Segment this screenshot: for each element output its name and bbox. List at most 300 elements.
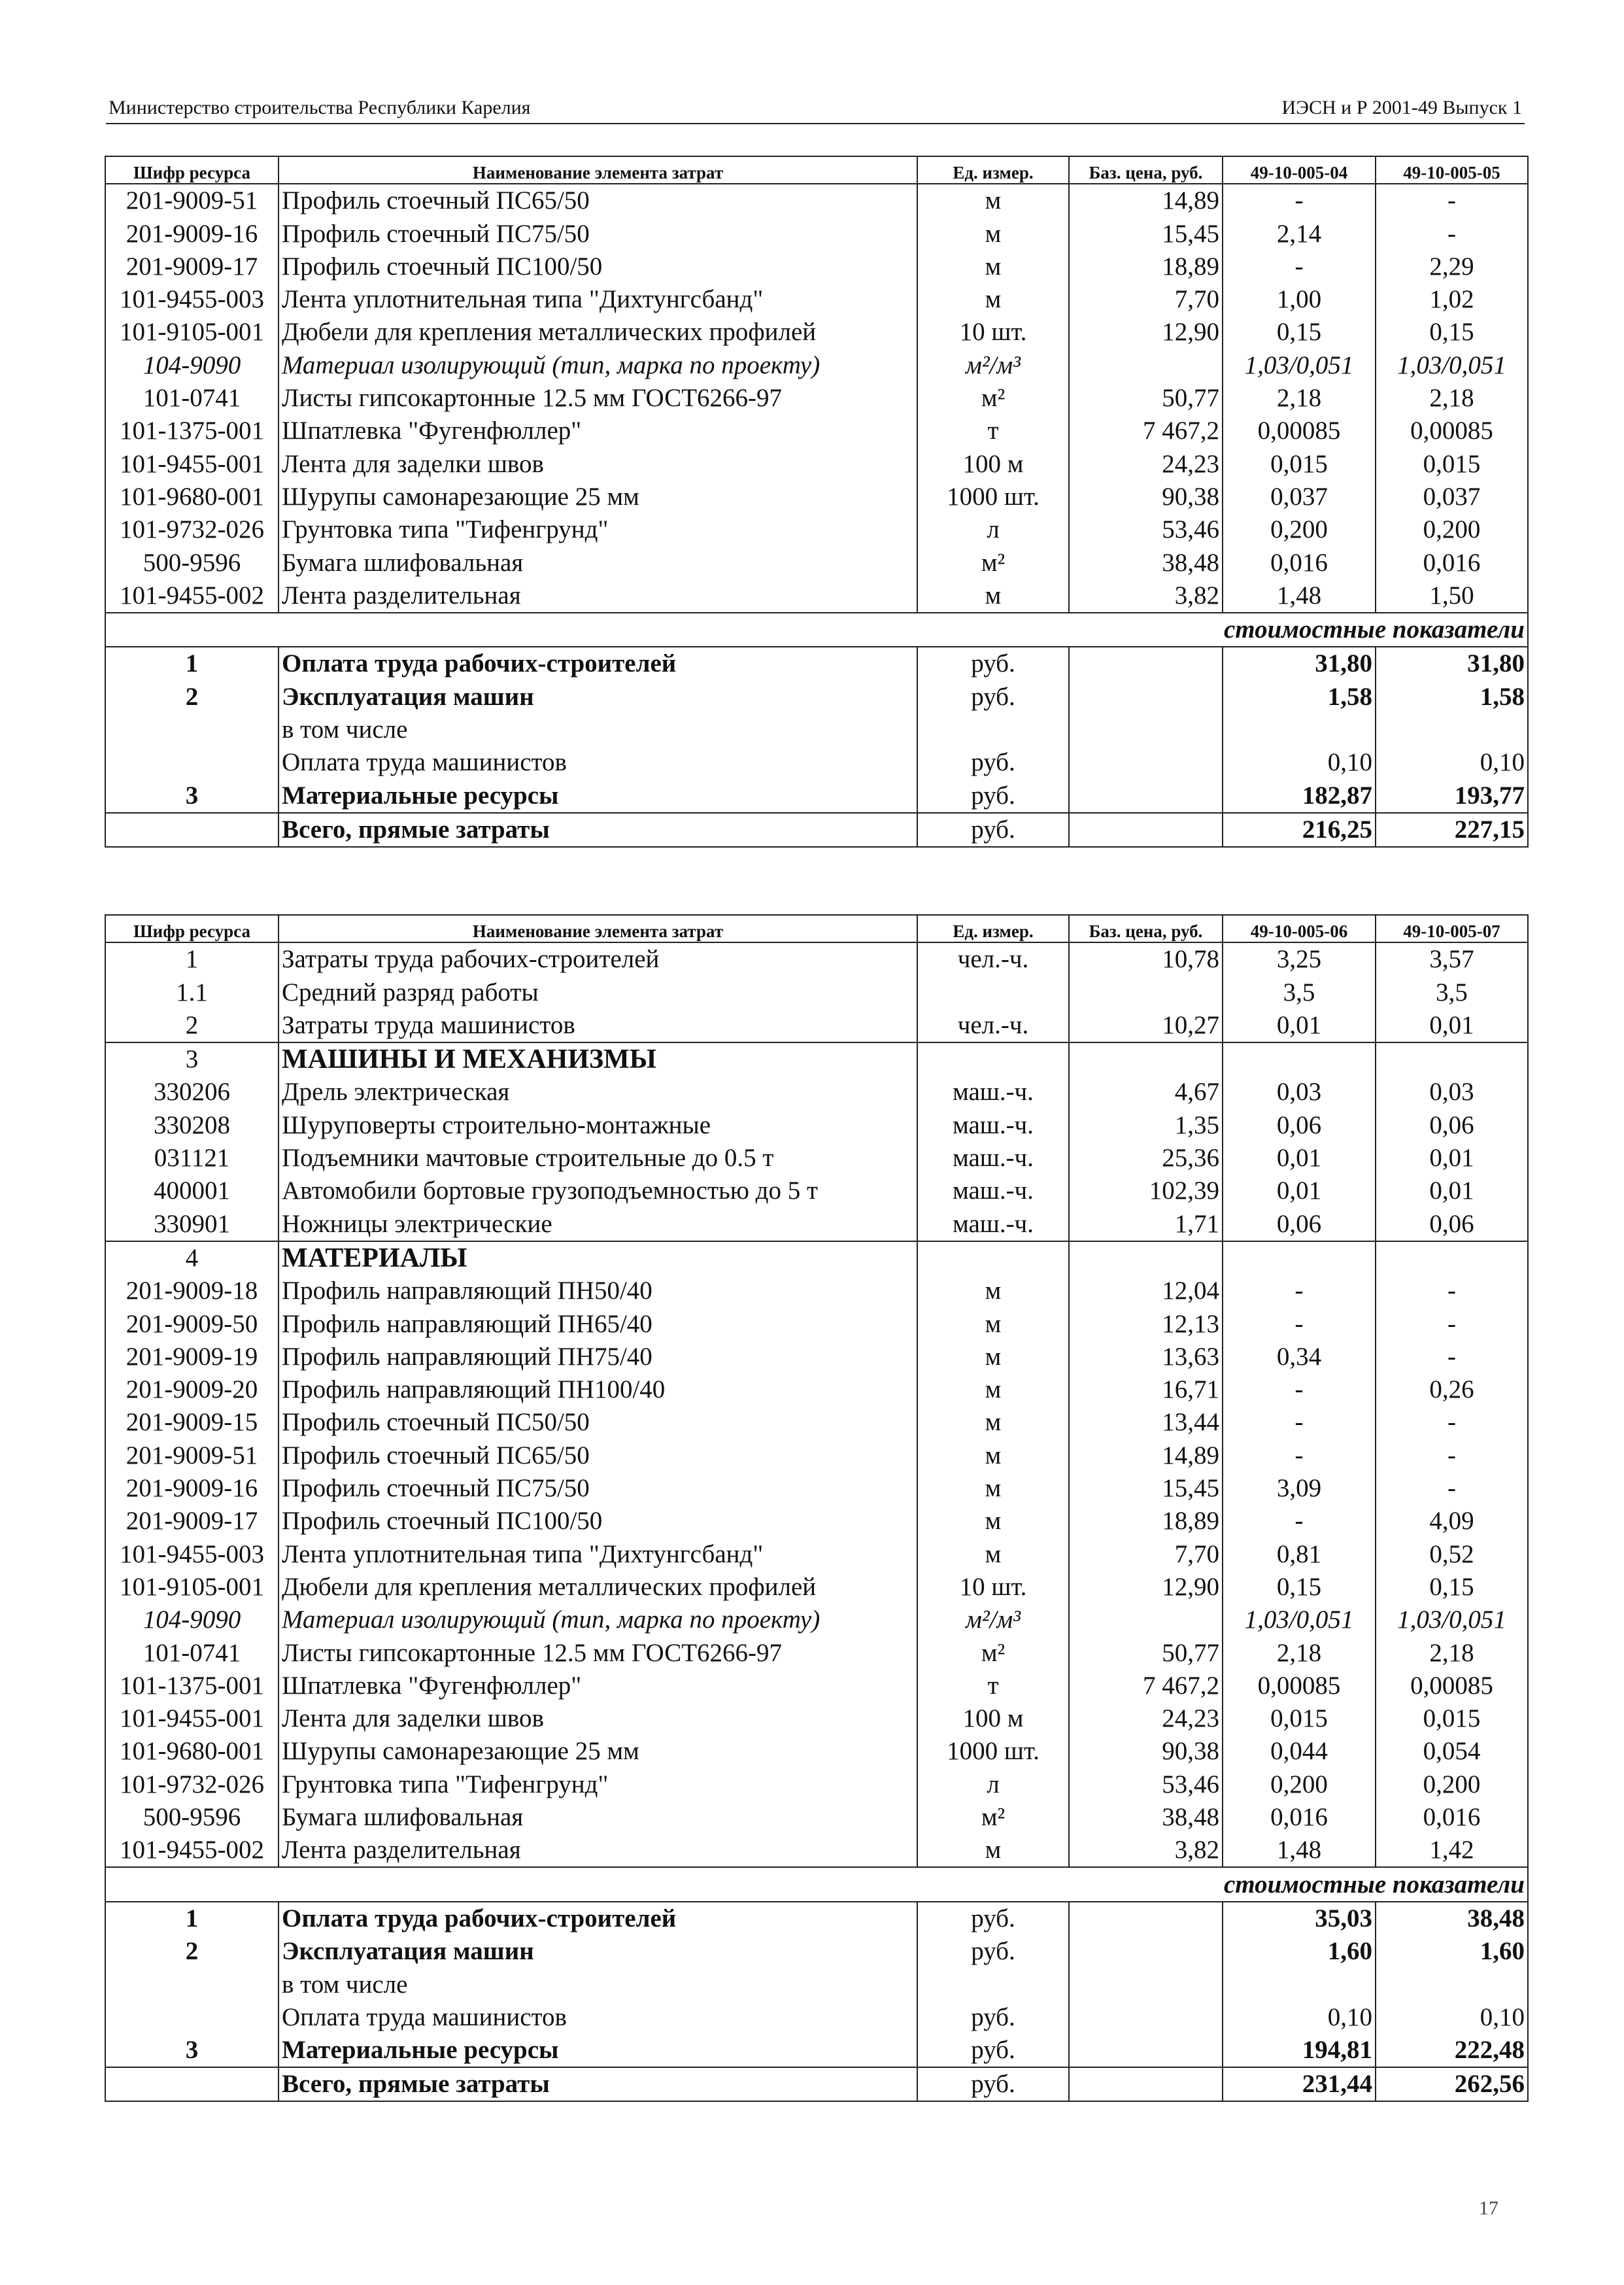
cell-unit: чел.-ч. <box>917 942 1069 976</box>
cell-base-price: 7,70 <box>1069 1538 1223 1570</box>
cell-norm-b: 0,01 <box>1376 1142 1528 1175</box>
cell-norm-a: 0,34 <box>1223 1341 1376 1373</box>
cell-norm-b: 0,26 <box>1376 1373 1528 1406</box>
cell-norm-b: 0,03 <box>1376 1076 1528 1108</box>
cell-code: 330208 <box>105 1108 279 1141</box>
cell-code: 101-1375-001 <box>105 1670 279 1702</box>
table-row <box>105 1702 1528 1735</box>
cell-base-price <box>1069 2034 1223 2067</box>
cell-code: 2 <box>105 1935 279 1968</box>
table-row <box>105 942 1528 976</box>
cell-name: Материальные ресурсы <box>279 779 917 812</box>
table-row <box>105 1670 1528 1702</box>
cell-norm-a: 0,00085 <box>1223 415 1376 447</box>
table-row <box>105 184 1528 217</box>
cell-norm-a: - <box>1223 1373 1376 1406</box>
cell-code: 101-9105-001 <box>105 1571 279 1604</box>
cell-name: в том числе <box>279 1968 917 2001</box>
cell-norm-b: 4,09 <box>1376 1505 1528 1538</box>
cell-base-price <box>1069 1935 1223 1968</box>
cell-code: 101-9680-001 <box>105 1735 279 1768</box>
table-row <box>105 1472 1528 1505</box>
cell-base-price: 53,46 <box>1069 513 1223 546</box>
cell-unit: м <box>917 1472 1069 1505</box>
cell-norm-a: 0,10 <box>1223 2001 1376 2034</box>
cell-name: Дюбели для крепления металлических профилей <box>279 316 917 349</box>
cell-norm-b <box>1376 713 1528 746</box>
cell-norm-a: 31,80 <box>1223 647 1376 680</box>
cell-norm-b: - <box>1376 1275 1528 1307</box>
cell-code: 3 <box>105 779 279 812</box>
cell-unit: м <box>917 1373 1069 1406</box>
cell-code <box>105 1968 279 2001</box>
cell-name: Материал изолирующий (тип, марка по проекту) <box>279 1604 917 1636</box>
column-header-base-price: Баз. цена, руб. <box>1069 915 1223 942</box>
cell-norm-a <box>1223 713 1376 746</box>
cell-name: Грунтовка типа "Тифенгрунд" <box>279 1768 917 1800</box>
cell-base-price <box>1069 713 1223 746</box>
cell-base-price <box>1069 1968 1223 2001</box>
cell-unit: т <box>917 415 1069 447</box>
cell-unit: м <box>917 184 1069 217</box>
cell-norm-a: 0,016 <box>1223 546 1376 579</box>
cell-code: 101-9455-002 <box>105 1834 279 1867</box>
cell-code: 101-9455-001 <box>105 447 279 480</box>
table-row <box>105 1571 1528 1604</box>
cell-base-price <box>1069 2001 1223 2034</box>
cell-name: Лента разделительная <box>279 1834 917 1867</box>
cell-base-price <box>1069 680 1223 713</box>
cell-norm-a: 0,01 <box>1223 1142 1376 1175</box>
cell-base-price <box>1069 1042 1223 1076</box>
cell-norm-b: 3,57 <box>1376 942 1528 976</box>
cell-norm-b: 1,58 <box>1376 680 1528 713</box>
cell-code: 1 <box>105 1902 279 1935</box>
cell-base-price: 12,90 <box>1069 1571 1223 1604</box>
cell-unit: м <box>917 283 1069 316</box>
cell-unit: руб. <box>917 813 1069 847</box>
cell-unit: м² <box>917 382 1069 415</box>
cell-code: 201-9009-51 <box>105 184 279 217</box>
cell-norm-a: 0,15 <box>1223 1571 1376 1604</box>
cell-code: 1 <box>105 942 279 976</box>
cell-norm-b: 0,015 <box>1376 1702 1528 1735</box>
cell-unit: руб. <box>917 1902 1069 1935</box>
cost-row <box>105 2001 1528 2034</box>
cell-unit: м <box>917 579 1069 613</box>
cell-name: Эксплуатация машин <box>279 1935 917 1968</box>
cell-name: Оплата труда рабочих-строителей <box>279 647 917 680</box>
cell-code: 104-9090 <box>105 349 279 381</box>
cell-name: Лента разделительная <box>279 579 917 613</box>
cell-unit: руб. <box>917 2001 1069 2034</box>
cell-norm-a: - <box>1223 250 1376 283</box>
cost-row <box>105 1968 1528 2001</box>
page-header <box>106 90 1525 124</box>
cell-base-price <box>1069 1902 1223 1935</box>
cell-norm-b: 1,02 <box>1376 283 1528 316</box>
cell-unit: 1000 шт. <box>917 1735 1069 1768</box>
cell-unit: м <box>917 1307 1069 1340</box>
cell-norm-b: - <box>1376 1341 1528 1373</box>
cell-norm-a: 0,06 <box>1223 1207 1376 1241</box>
cell-unit: 100 м <box>917 447 1069 480</box>
table-row <box>105 1207 1528 1241</box>
cell-norm-a: 216,25 <box>1223 813 1376 847</box>
cell-name: МАТЕРИАЛЫ <box>279 1241 917 1275</box>
cell-code: 101-9455-002 <box>105 579 279 613</box>
cell-norm-b: 0,06 <box>1376 1108 1528 1141</box>
cell-norm-b: 0,10 <box>1376 746 1528 779</box>
cell-code <box>105 2067 279 2101</box>
cell-norm-b: 1,03/0,051 <box>1376 349 1528 381</box>
column-header-norm-b: 49-10-005-05 <box>1376 156 1528 184</box>
cell-name: Шпатлевка "Фугенфюллер" <box>279 1670 917 1702</box>
cell-unit: м² <box>917 1801 1069 1834</box>
cell-norm-a: 1,58 <box>1223 680 1376 713</box>
table-row <box>105 1009 1528 1042</box>
cell-code: 101-9105-001 <box>105 316 279 349</box>
cell-base-price: 3,82 <box>1069 579 1223 613</box>
cost-indicators-row <box>105 1867 1528 1901</box>
cell-base-price: 4,67 <box>1069 1076 1223 1108</box>
total-row <box>105 813 1528 847</box>
table-row <box>105 1801 1528 1834</box>
table-row <box>105 1406 1528 1439</box>
cell-name: Профиль стоечный ПС50/50 <box>279 1406 917 1439</box>
cell-name: Шурупы самонарезающие 25 мм <box>279 481 917 513</box>
cell-norm-b: 1,60 <box>1376 1935 1528 1968</box>
cell-name: Листы гипсокартонные 12.5 мм ГОСТ6266-97 <box>279 382 917 415</box>
cell-base-price <box>1069 647 1223 680</box>
cell-code <box>105 713 279 746</box>
cell-code: 101-1375-001 <box>105 415 279 447</box>
cell-norm-a: 1,03/0,051 <box>1223 349 1376 381</box>
cell-base-price: 90,38 <box>1069 481 1223 513</box>
cell-unit: маш.-ч. <box>917 1108 1069 1141</box>
cost-row <box>105 680 1528 713</box>
cell-norm-a: 0,200 <box>1223 1768 1376 1800</box>
table-row <box>105 1307 1528 1340</box>
cell-code: 3 <box>105 2034 279 2067</box>
cell-norm-b: - <box>1376 1406 1528 1439</box>
cell-norm-a: - <box>1223 1307 1376 1340</box>
cost-row <box>105 2034 1528 2067</box>
cell-name: Шуруповерты строительно-монтажные <box>279 1108 917 1141</box>
cell-norm-a: 1,00 <box>1223 283 1376 316</box>
cell-norm-b: 0,037 <box>1376 481 1528 513</box>
table-row <box>105 481 1528 513</box>
header-row <box>105 915 1528 942</box>
cell-unit: м <box>917 250 1069 283</box>
cell-norm-a: 3,25 <box>1223 942 1376 976</box>
cell-norm-b: - <box>1376 1472 1528 1505</box>
cell-code <box>105 813 279 847</box>
table-row <box>105 1604 1528 1636</box>
cell-norm-a: 0,01 <box>1223 1009 1376 1042</box>
cell-norm-b: 0,200 <box>1376 1768 1528 1800</box>
cell-name: Профиль стоечный ПС65/50 <box>279 184 917 217</box>
header-row <box>105 156 1528 184</box>
cell-unit: м <box>917 1406 1069 1439</box>
table-row <box>105 447 1528 480</box>
cell-code: 330206 <box>105 1076 279 1108</box>
cell-unit <box>917 1042 1069 1076</box>
cell-unit: руб. <box>917 2067 1069 2101</box>
cell-name: Средний разряд работы <box>279 976 917 1008</box>
cell-norm-b: 0,10 <box>1376 2001 1528 2034</box>
table-row <box>105 1042 1528 1076</box>
cell-norm-b: 0,06 <box>1376 1207 1528 1241</box>
cell-unit <box>917 976 1069 1008</box>
cell-code: 201-9009-15 <box>105 1406 279 1439</box>
cell-norm-a: 182,87 <box>1223 779 1376 812</box>
cell-unit <box>917 1968 1069 2001</box>
cell-unit: руб. <box>917 779 1069 812</box>
cell-base-price: 10,78 <box>1069 942 1223 976</box>
total-row <box>105 2067 1528 2101</box>
cost-row <box>105 1935 1528 1968</box>
cell-name: Лента для заделки швов <box>279 1702 917 1735</box>
cell-norm-a: 1,48 <box>1223 579 1376 613</box>
cell-code: 201-9009-18 <box>105 1275 279 1307</box>
cell-base-price: 38,48 <box>1069 546 1223 579</box>
cell-code: 201-9009-17 <box>105 250 279 283</box>
cell-name: Профиль направляющий ПН65/40 <box>279 1307 917 1340</box>
column-header-name: Наименование элемента затрат <box>279 156 917 184</box>
resource-table-2 <box>105 914 1529 2102</box>
cell-name: Автомобили бортовые грузоподъемностью до 5 т <box>279 1175 917 1207</box>
cell-code: 2 <box>105 1009 279 1042</box>
table-row <box>105 513 1528 546</box>
cell-base-price <box>1069 976 1223 1008</box>
table-row <box>105 1142 1528 1175</box>
cell-base-price: 53,46 <box>1069 1768 1223 1800</box>
cell-norm-a: 3,5 <box>1223 976 1376 1008</box>
cell-norm-a: 1,48 <box>1223 1834 1376 1867</box>
cell-name: Лента для заделки швов <box>279 447 917 480</box>
cell-unit: чел.-ч. <box>917 1009 1069 1042</box>
cell-base-price <box>1069 746 1223 779</box>
cell-name: Бумага шлифовальная <box>279 1801 917 1834</box>
cell-norm-a: 2,18 <box>1223 1636 1376 1669</box>
cell-norm-a: 35,03 <box>1223 1902 1376 1935</box>
cell-name: Лента уплотнительная типа "Дихтунгсбанд" <box>279 1538 917 1570</box>
table-row <box>105 1241 1528 1275</box>
cell-norm-a <box>1223 1042 1376 1076</box>
cell-code: 201-9009-19 <box>105 1341 279 1373</box>
cell-unit: 100 м <box>917 1702 1069 1735</box>
table-row <box>105 415 1528 447</box>
cell-code: 101-9732-026 <box>105 513 279 546</box>
cell-code: 104-9090 <box>105 1604 279 1636</box>
cell-name: Дюбели для крепления металлических профилей <box>279 1571 917 1604</box>
cell-name: Грунтовка типа "Тифенгрунд" <box>279 513 917 546</box>
cell-norm-a: 0,15 <box>1223 316 1376 349</box>
table-row <box>105 1636 1528 1669</box>
cell-unit: л <box>917 1768 1069 1800</box>
cell-norm-b: - <box>1376 1307 1528 1340</box>
cell-norm-b: 262,56 <box>1376 2067 1528 2101</box>
cell-name: Шурупы самонарезающие 25 мм <box>279 1735 917 1768</box>
cell-code <box>105 2001 279 2034</box>
table-row <box>105 1735 1528 1768</box>
cost-row <box>105 746 1528 779</box>
cell-base-price: 1,71 <box>1069 1207 1223 1241</box>
cell-norm-b: 1,03/0,051 <box>1376 1604 1528 1636</box>
cell-unit: м²/м³ <box>917 1604 1069 1636</box>
cell-norm-b: 3,5 <box>1376 976 1528 1008</box>
table-row <box>105 1538 1528 1570</box>
cell-norm-a <box>1223 1968 1376 2001</box>
cell-code: 4 <box>105 1241 279 1275</box>
cell-code: 330901 <box>105 1207 279 1241</box>
cell-code: 101-0741 <box>105 1636 279 1669</box>
table-row <box>105 349 1528 381</box>
cell-norm-b: 38,48 <box>1376 1902 1528 1935</box>
page-number: 17 <box>1479 2197 1498 2219</box>
cell-norm-a: 0,10 <box>1223 746 1376 779</box>
cell-base-price: 18,89 <box>1069 250 1223 283</box>
cell-unit: м <box>917 1341 1069 1373</box>
cell-name: Профиль направляющий ПН100/40 <box>279 1373 917 1406</box>
cell-unit: м <box>917 1834 1069 1867</box>
cell-base-price: 13,44 <box>1069 1406 1223 1439</box>
cell-norm-b: 0,15 <box>1376 1571 1528 1604</box>
cell-norm-b: 0,00085 <box>1376 415 1528 447</box>
cell-base-price: 3,82 <box>1069 1834 1223 1867</box>
cell-norm-a: 1,60 <box>1223 1935 1376 1968</box>
cell-base-price: 15,45 <box>1069 217 1223 250</box>
cell-code: 201-9009-20 <box>105 1373 279 1406</box>
table-row <box>105 976 1528 1008</box>
cell-base-price: 38,48 <box>1069 1801 1223 1834</box>
cell-name: Бумага шлифовальная <box>279 546 917 579</box>
cell-norm-a: 0,044 <box>1223 1735 1376 1768</box>
table-row <box>105 1175 1528 1207</box>
table-row <box>105 1275 1528 1307</box>
table-row <box>105 1341 1528 1373</box>
cell-name: Всего, прямые затраты <box>279 813 917 847</box>
cell-norm-b: 0,016 <box>1376 1801 1528 1834</box>
resource-table-1 <box>105 156 1529 848</box>
cell-base-price: 24,23 <box>1069 1702 1223 1735</box>
cost-indicators-label: стоимостные показатели <box>105 1867 1528 1901</box>
cell-base-price <box>1069 779 1223 812</box>
cell-code: 201-9009-51 <box>105 1439 279 1471</box>
cell-unit: л <box>917 513 1069 546</box>
cell-base-price <box>1069 1604 1223 1636</box>
cell-norm-b: 0,200 <box>1376 513 1528 546</box>
table-row <box>105 579 1528 613</box>
table-row <box>105 1076 1528 1108</box>
column-header-code: Шифр ресурса <box>105 915 279 942</box>
table-row <box>105 1505 1528 1538</box>
table-row <box>105 250 1528 283</box>
cell-norm-b: 0,054 <box>1376 1735 1528 1768</box>
cost-indicators-row <box>105 613 1528 647</box>
cell-base-price: 50,77 <box>1069 382 1223 415</box>
cell-unit: м <box>917 1538 1069 1570</box>
cell-base-price <box>1069 1241 1223 1275</box>
cell-code: 1.1 <box>105 976 279 1008</box>
cell-norm-a: 2,14 <box>1223 217 1376 250</box>
cell-norm-a <box>1223 1241 1376 1275</box>
table-row <box>105 1108 1528 1141</box>
cell-name: Профиль стоечный ПС100/50 <box>279 250 917 283</box>
cell-code: 101-9680-001 <box>105 481 279 513</box>
table-row <box>105 217 1528 250</box>
cell-norm-a: 0,015 <box>1223 1702 1376 1735</box>
cell-norm-b: 0,016 <box>1376 546 1528 579</box>
cell-unit: маш.-ч. <box>917 1207 1069 1241</box>
cell-norm-a: 0,015 <box>1223 447 1376 480</box>
cell-base-price <box>1069 2067 1223 2101</box>
cell-base-price: 7 467,2 <box>1069 1670 1223 1702</box>
cell-name: Затраты труда машинистов <box>279 1009 917 1042</box>
cell-unit: м <box>917 1439 1069 1471</box>
cell-name: Листы гипсокартонные 12.5 мм ГОСТ6266-97 <box>279 1636 917 1669</box>
cell-norm-a: 0,01 <box>1223 1175 1376 1207</box>
column-header-code: Шифр ресурса <box>105 156 279 184</box>
cell-norm-b: 0,01 <box>1376 1175 1528 1207</box>
header-ministry: Министерство строительства Республики Карелия <box>109 97 531 118</box>
cell-code: 500-9596 <box>105 546 279 579</box>
cell-norm-b: 0,52 <box>1376 1538 1528 1570</box>
cell-unit: м <box>917 217 1069 250</box>
cell-norm-b: 0,01 <box>1376 1009 1528 1042</box>
cell-base-price: 12,04 <box>1069 1275 1223 1307</box>
table-row <box>105 382 1528 415</box>
cell-name: Материал изолирующий (тип, марка по проекту) <box>279 349 917 381</box>
cell-norm-a: - <box>1223 184 1376 217</box>
cell-unit: 10 шт. <box>917 1571 1069 1604</box>
cell-name: Оплата труда машинистов <box>279 746 917 779</box>
column-header-base-price: Баз. цена, руб. <box>1069 156 1223 184</box>
cell-base-price: 18,89 <box>1069 1505 1223 1538</box>
cell-norm-b: - <box>1376 1439 1528 1471</box>
cell-norm-b <box>1376 1042 1528 1076</box>
column-header-norm-b: 49-10-005-07 <box>1376 915 1528 942</box>
cell-base-price <box>1069 813 1223 847</box>
cell-norm-b: 2,18 <box>1376 382 1528 415</box>
table-row <box>105 1834 1528 1867</box>
cell-name: Профиль стоечный ПС65/50 <box>279 1439 917 1471</box>
cell-base-price: 12,13 <box>1069 1307 1223 1340</box>
cell-name: Профиль стоечный ПС75/50 <box>279 217 917 250</box>
cell-norm-a: 0,03 <box>1223 1076 1376 1108</box>
cell-norm-b: 0,00085 <box>1376 1670 1528 1702</box>
cell-norm-a: - <box>1223 1406 1376 1439</box>
cell-unit: м <box>917 1505 1069 1538</box>
cell-unit: маш.-ч. <box>917 1142 1069 1175</box>
cell-unit: 10 шт. <box>917 316 1069 349</box>
cell-code: 2 <box>105 680 279 713</box>
cell-name: Профиль стоечный ПС75/50 <box>279 1472 917 1505</box>
cell-code: 201-9009-16 <box>105 217 279 250</box>
cell-unit: 1000 шт. <box>917 481 1069 513</box>
cell-norm-a: - <box>1223 1275 1376 1307</box>
cell-code: 3 <box>105 1042 279 1076</box>
cell-norm-b: 227,15 <box>1376 813 1528 847</box>
table-row <box>105 1373 1528 1406</box>
cell-norm-b: 0,015 <box>1376 447 1528 480</box>
cell-norm-b: 222,48 <box>1376 2034 1528 2067</box>
cell-norm-b: 2,29 <box>1376 250 1528 283</box>
cell-name: Всего, прямые затраты <box>279 2067 917 2101</box>
cell-unit: руб. <box>917 647 1069 680</box>
cell-norm-a: 194,81 <box>1223 2034 1376 2067</box>
